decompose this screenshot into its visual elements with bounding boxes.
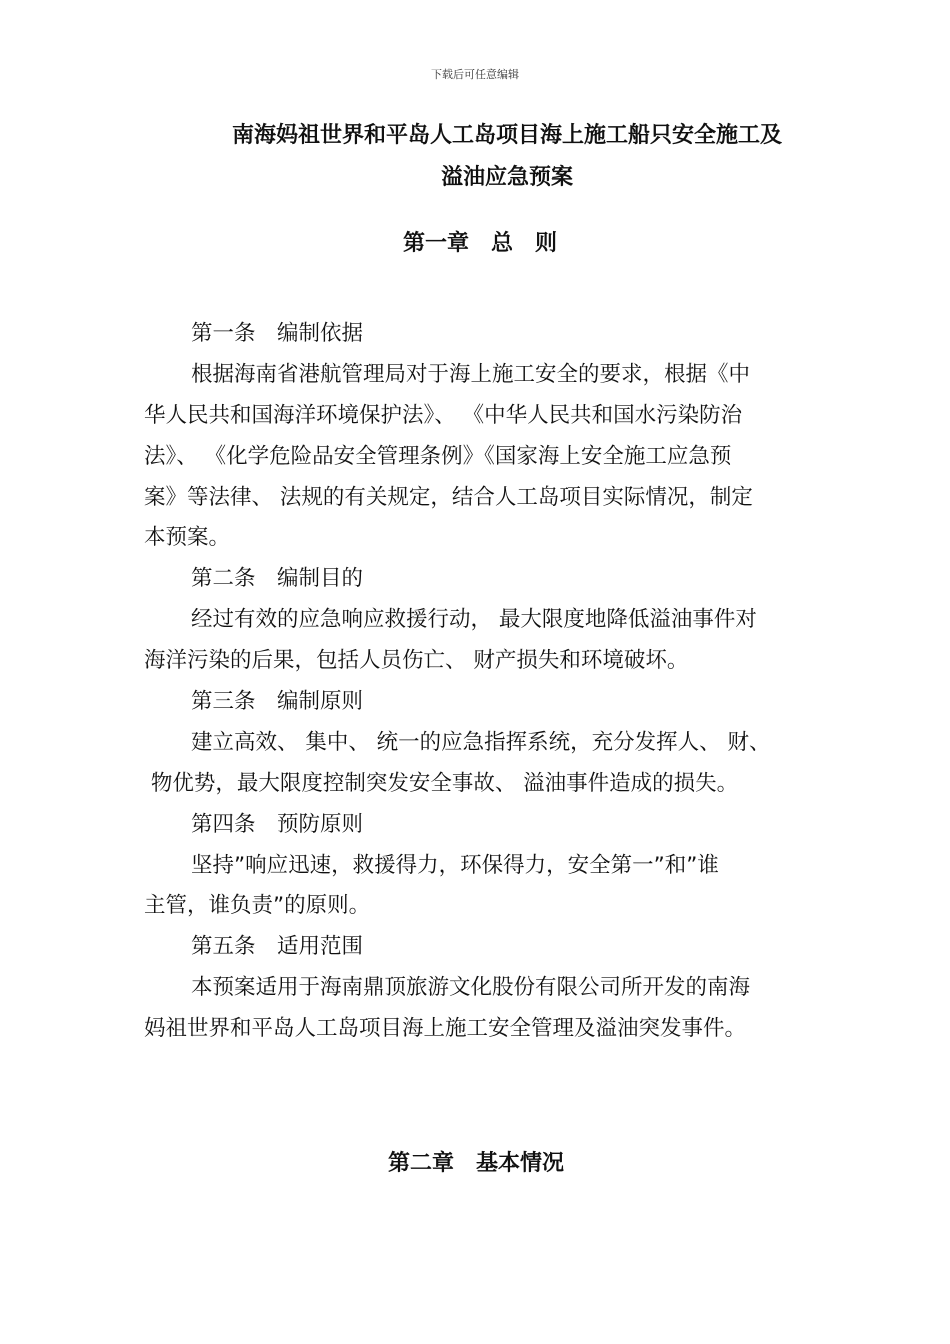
paragraph-line: 经过有效的应急响应救援行动， 最大限度地降低溢油事件对 xyxy=(191,607,757,633)
paragraph-line: 法》、 《化学危险品安全管理条例》《国家海上安全施工应急预 xyxy=(144,443,732,469)
chapter-1-body xyxy=(144,314,819,1050)
paragraph-line: 主管，谁负责”的原则。 xyxy=(144,893,371,919)
article-4-heading: 第四条 预防原则 xyxy=(191,811,364,837)
chapter-2-heading: 第二章 基本情况 xyxy=(387,1151,564,1176)
paragraph-line: 案》等法律、 法规的有关规定，结合人工岛项目实际情况，制定 xyxy=(144,484,753,510)
paragraph-line: 本预案。 xyxy=(144,525,231,551)
document-title-line-2: 溢油应急预案 xyxy=(440,165,573,190)
document-title-line-1: 南海妈祖世界和平岛人工岛项目海上施工船只安全施工及 xyxy=(231,123,782,148)
paragraph-line: 建立高效、 集中、 统一的应急指挥系统，充分发挥人、 财、 xyxy=(191,729,771,755)
article-1-heading: 第一条 编制依据 xyxy=(191,321,364,346)
article-5-heading: 第五条 适用范围 xyxy=(191,934,364,960)
paragraph-line: 华人民共和国海洋环境保护法》、 《中华人民共和国水污染防治 xyxy=(144,402,743,428)
paragraph-line: 根据海南省港航管理局对于海上施工安全的要求，根据《中 xyxy=(191,361,751,387)
header-note: 下载后可任意编辑 xyxy=(431,68,519,81)
chapter-1-heading: 第一章 总 则 xyxy=(402,231,557,256)
paragraph-line: 坚持”响应迅速，救援得力，环保得力，安全第一”和”谁 xyxy=(191,852,719,878)
paragraph-line: 物优势，最大限度控制突发安全事故、 溢油事件造成的损失。 xyxy=(144,770,739,796)
article-3-heading: 第三条 编制原则 xyxy=(191,689,364,715)
paragraph-line: 本预案适用于海南鼎顶旅游文化股份有限公司所开发的南海 xyxy=(191,975,751,1001)
paragraph-line: 妈祖世界和平岛人工岛项目海上施工安全管理及溢油突发事件。 xyxy=(144,1016,747,1042)
article-2-heading: 第二条 编制目的 xyxy=(191,566,364,592)
paragraph-line: 海洋污染的后果，包括人员伤亡、 财产损失和环境破坏。 xyxy=(144,648,689,674)
